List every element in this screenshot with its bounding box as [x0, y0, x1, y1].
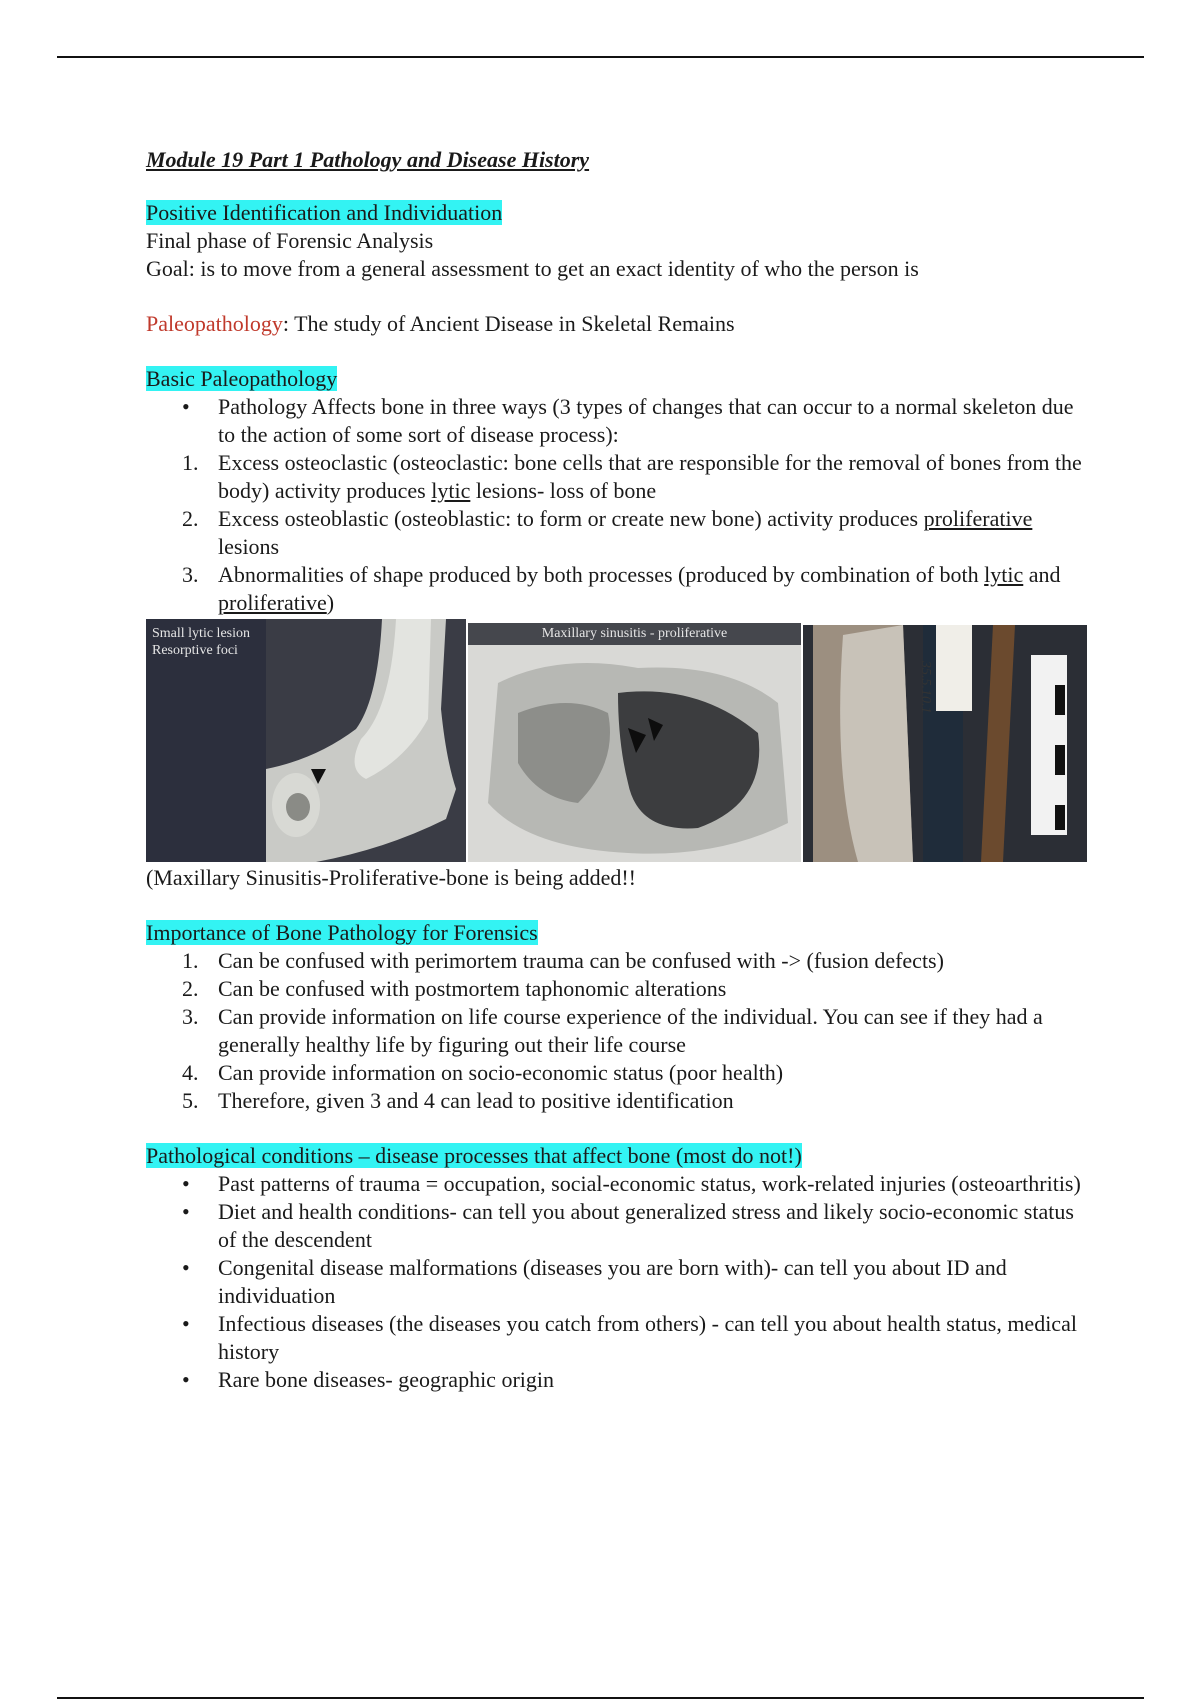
- top-rule: [57, 56, 1144, 58]
- list-item: • Infectious diseases (the diseases you catch from others) - can tell you about health status, medical history: [182, 1311, 1077, 1364]
- fig2-label: Maxillary sinusitis - proliferative: [541, 626, 728, 641]
- section-heading-pathological-conditions: Pathological conditions – disease processes that affect bone (most do not!): [146, 1143, 802, 1168]
- page-title: Module 19 Part 1 Pathology and Disease History: [146, 147, 590, 172]
- paleopathology-bullets: [146, 393, 1086, 449]
- list-item: 3. Abnormalities of shape produced by both processes (produced by combination of both lytic and proliferative): [182, 562, 1061, 615]
- list-item: • Pathology Affects bone in three ways (3 types of changes that can occur to a normal skeleton due to the action of some sort of disease process):: [182, 394, 1074, 447]
- text-final-phase: Final phase of Forensic Analysis: [146, 228, 434, 253]
- lytic-lesion-photo: [146, 619, 466, 862]
- list-item: • Rare bone diseases- geographic origin: [182, 1367, 554, 1392]
- list-item: 1. Excess osteoclastic (osteoclastic: bone cells that are responsible for the removal of bones from the body) activity produces lytic lesions- loss of bone: [182, 450, 1082, 503]
- bottom-rule: [57, 1697, 1144, 1699]
- importance-list: [146, 947, 1086, 1115]
- fig1-label-line1: Small lytic lesion: [152, 626, 250, 641]
- paleopathology-term: Paleopathology: [146, 311, 283, 336]
- list-item: • Congenital disease malformations (diseases you are born with)- can tell you about ID and individuation: [182, 1255, 1007, 1308]
- bullet-marker: •: [182, 394, 190, 419]
- bullet-marker: •: [182, 1199, 190, 1224]
- specimen-tag-label: 35.5.10.1: [918, 661, 933, 714]
- paleopathology-numbered: [146, 449, 1086, 617]
- list-item: 4. Can provide information on socio-economic status (poor health): [182, 1060, 784, 1085]
- bullet-marker: •: [182, 1255, 190, 1280]
- section-heading-importance: Importance of Bone Pathology for Forensics: [146, 920, 538, 945]
- specimen-with-scale-image: [803, 625, 1087, 862]
- list-item: 1. Can be confused with perimortem trauma can be confused with -> (fusion defects): [182, 948, 944, 973]
- maxillary-sinusitis-photo: [468, 623, 801, 862]
- document-body: [146, 145, 1086, 1394]
- section-heading-identification: Positive Identification and Individuation: [146, 200, 503, 225]
- paleopathology-definition: Paleopathology: The study of Ancient Disease in Skeletal Remains: [146, 311, 735, 336]
- list-item: 5. Therefore, given 3 and 4 can lead to positive identification: [182, 1088, 734, 1113]
- list-item: • Diet and health conditions- can tell you about generalized stress and likely socio-economic status of the descendent: [182, 1199, 1074, 1252]
- bullet-marker: •: [182, 1367, 190, 1392]
- bullet-marker: •: [182, 1311, 190, 1336]
- figure-caption: (Maxillary Sinusitis-Proliferative-bone is being added!!: [146, 865, 636, 890]
- text-goal: Goal: is to move from a general assessment to get an exact identity of who the person is: [146, 256, 919, 281]
- bullet-marker: •: [182, 1171, 190, 1196]
- sinus-bone-image: [468, 623, 801, 862]
- list-item: 3. Can provide information on life course experience of the individual. You can see if they had a generally healthy life by figuring out their life course: [182, 1004, 1043, 1057]
- fig1-label-line2: Resorptive foci: [152, 643, 238, 658]
- figure-strip: [146, 619, 1086, 864]
- section-heading-basic-paleopathology: Basic Paleopathology: [146, 366, 338, 391]
- list-item: • Past patterns of trauma = occupation, social-economic status, work-related injuries (osteoarthritis): [182, 1171, 1081, 1196]
- list-item: 2. Can be confused with postmortem taphonomic alterations: [182, 976, 727, 1001]
- bone-specimen-photo: [803, 625, 1087, 862]
- list-item: 2. Excess osteoblastic (osteoblastic: to form or create new bone) activity produces proliferative lesions: [182, 506, 1033, 559]
- pathological-conditions-list: [146, 1170, 1086, 1394]
